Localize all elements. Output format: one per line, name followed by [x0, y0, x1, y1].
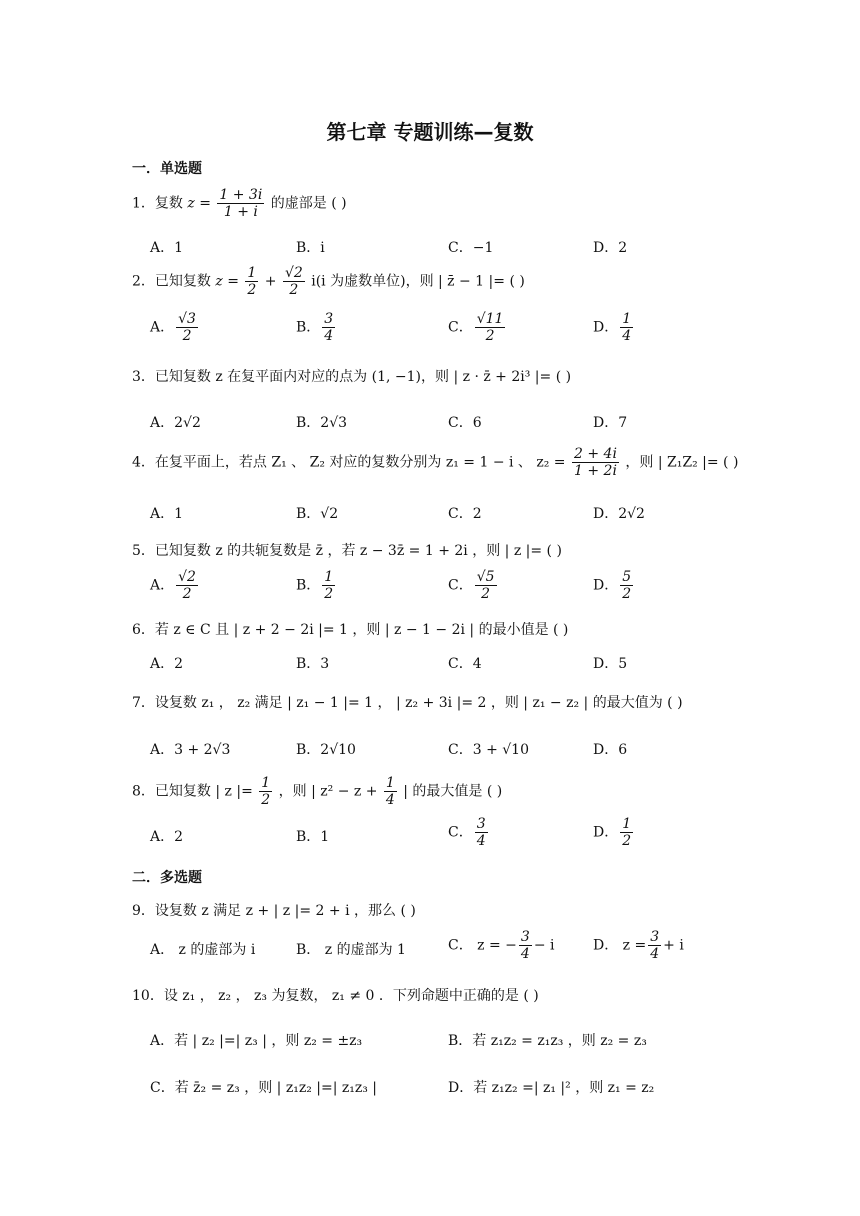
- q10-option-b: B．若 z₁z₂ = z₁z₃ ，则 z₂ = z₃: [448, 1033, 647, 1049]
- question-6: 6．若 z ∈ C 且 | z + 2 − 2i |= 1 ，则 | z − 1 − 2i | 的最小值是 ( ): [132, 622, 569, 638]
- q8-option-d: D． $\frac{1}{2}$: [593, 816, 632, 849]
- q10-option-c: C．若 z̄₂ = z₃ ，则 | z₁z₂ |=| z₁z₃ |: [150, 1080, 378, 1096]
- q6-option-b: B．3: [296, 656, 330, 672]
- q4-option-b: B．√2: [296, 506, 339, 522]
- question-4: 4．在复平面上，若点 Z₁ 、 Z₂ 对应的复数分别为 z₁ = 1 − i 、 z₂ = $\frac{2 + 4i}{1 + 2i}$ ，则 | Z₁Z₂ |= ( ): [132, 446, 739, 479]
- question-1: [132, 187, 347, 220]
- q1-lhs: z =: [187, 195, 211, 212]
- question-9: 9．设复数 z 满足 z + | z |= 2 + i ，那么 ( ): [132, 903, 416, 919]
- q4-option-a: A．1: [150, 506, 184, 522]
- q3-option-b: B．2√3: [296, 415, 348, 431]
- q5-option-a: A． $\frac{√2}{2}$: [150, 569, 196, 602]
- q3-option-d: D．7: [593, 415, 628, 431]
- q1-option-c: C．−1: [448, 240, 494, 256]
- q5-option-d: D． $\frac{5}{2}$: [593, 569, 632, 602]
- q8-option-c: C． $\frac{3}{4}$: [448, 816, 486, 849]
- q7-option-d: D．6: [593, 742, 628, 758]
- page-title: 第七章 专题训练—复数: [326, 120, 534, 144]
- q2-option-d: D． $\frac{1}{4}$: [593, 311, 632, 344]
- q1-prefix: 1．复数: [132, 195, 183, 212]
- q10-option-d: D．若 z₁z₂ =| z₁ |² ，则 z₁ = z₂: [448, 1080, 655, 1096]
- q9-option-c: C． z = − $\frac{3}{4}$ − i: [448, 929, 555, 962]
- q9-option-a: A． z 的虚部为 i: [150, 942, 256, 958]
- q10-option-a: A．若 | z₂ |=| z₃ | ，则 z₂ = ±z₃: [150, 1033, 363, 1049]
- q6-option-d: D．5: [593, 656, 628, 672]
- q7-option-b: B．2√10: [296, 742, 356, 758]
- q2-option-b: B． $\frac{3}{4}$: [296, 311, 334, 344]
- question-10: 10．设 z₁ ， z₂ ， z₃ 为复数， z₁ ≠ 0 ．下列命题中正确的是 ( ): [132, 988, 539, 1004]
- q5-option-c: C． $\frac{√5}{2}$: [448, 569, 495, 602]
- q9-option-d: D． z = $\frac{3}{4}$ + i: [593, 929, 684, 962]
- q5-option-b: B． $\frac{1}{2}$: [296, 569, 334, 602]
- q6-option-a: A．2: [150, 656, 184, 672]
- q1-suffix: 的虚部是 ( ): [270, 195, 347, 212]
- q6-option-c: C．4: [448, 656, 482, 672]
- question-2: 2．已知复数 z = $\frac{1}{2}$ + $\frac{√2}{2}$ i(i 为虚数单位)，则 | z̄ − 1 |= ( ): [132, 265, 525, 298]
- section-single-choice: 一．单选题: [132, 161, 202, 177]
- question-8: 8．已知复数 | z |= $\frac{1}{2}$ ，则 | z² − z + $\frac{1}{4}$ | 的最大值是 ( ): [132, 775, 503, 808]
- q9-option-b: B． z 的虚部为 1: [296, 942, 406, 958]
- q1-option-b: B．i: [296, 240, 325, 256]
- q4-option-d: D．2√2: [593, 506, 645, 522]
- q3-option-a: A．2√2: [150, 415, 201, 431]
- question-7: 7．设复数 z₁ ， z₂ 满足 | z₁ − 1 |= 1 ， | z₂ + 3i |= 2 ，则 | z₁ − z₂ | 的最大值为 ( ): [132, 695, 683, 711]
- q8-option-b: B．1: [296, 829, 330, 845]
- question-5: 5．已知复数 z 的共轭复数是 z̄ ，若 z − 3z̄ = 1 + 2i ，则 | z |= ( ): [132, 543, 562, 559]
- q7-option-a: A．3 + 2√3: [150, 742, 231, 758]
- q4-option-c: C．2: [448, 506, 482, 522]
- section-multi-choice: 二．多选题: [132, 870, 202, 886]
- q1-option-d: D．2: [593, 240, 628, 256]
- q8-option-a: A．2: [150, 829, 184, 845]
- q7-option-c: C．3 + √10: [448, 742, 529, 758]
- q2-option-a: A． $\frac{√3}{2}$: [150, 311, 196, 344]
- q2-option-c: C． $\frac{√11}{2}$: [448, 311, 504, 344]
- question-3: 3．已知复数 z 在复平面内对应的点为 (1, −1)，则 | z · z̄ + 2i³ |= ( ): [132, 369, 572, 385]
- q1-option-a: A．1: [150, 240, 184, 256]
- q1-fraction: $\frac{1 + 3i}{1 + i}$: [219, 187, 263, 220]
- q3-option-c: C．6: [448, 415, 482, 431]
